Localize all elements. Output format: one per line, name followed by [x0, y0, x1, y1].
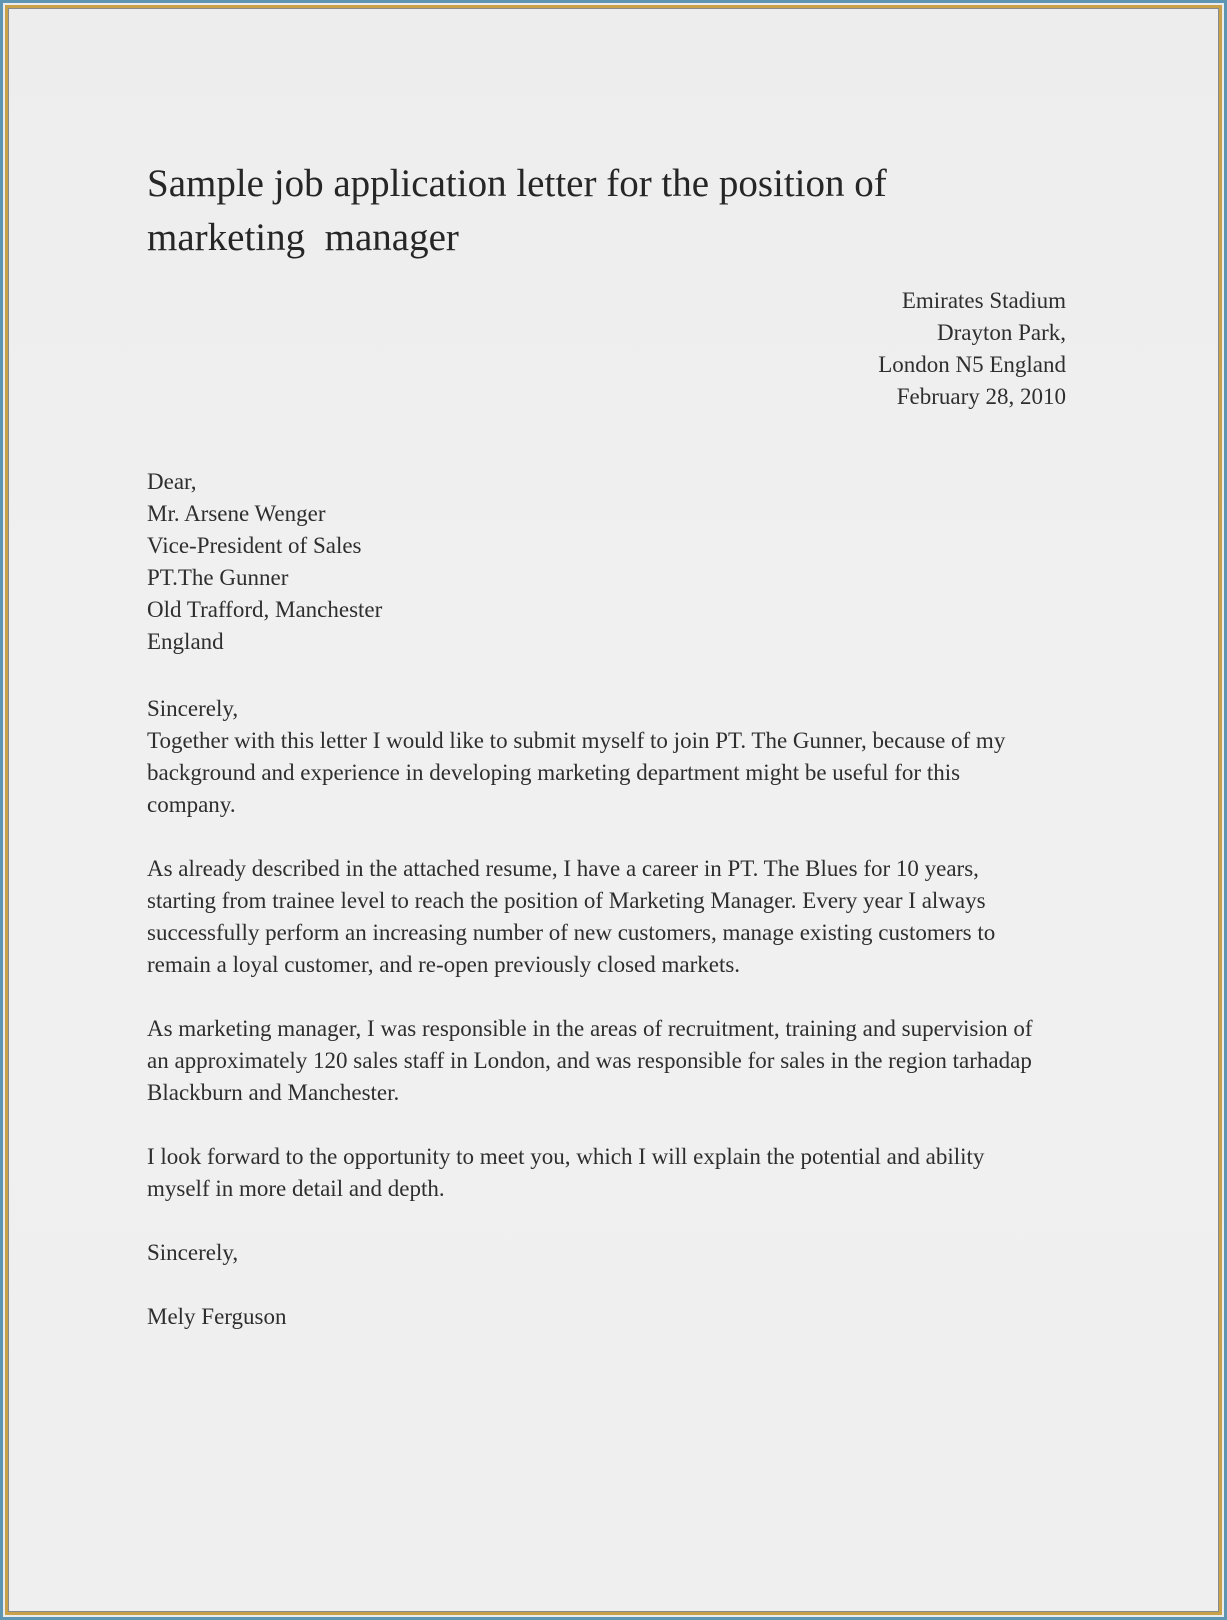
greeting: Dear, — [147, 469, 197, 494]
paragraph-line: Together with this letter I would like to submit myself to join PT. The Gunner, because of my — [147, 728, 1006, 753]
sender-address — [878, 285, 1066, 413]
paragraph-line: I look forward to the opportunity to meet you, which I will explain the potential and ability — [147, 1144, 985, 1169]
sender-address-line-2: Drayton Park, — [936, 320, 1066, 345]
paragraph-line: remain a loyal customer, and re-open previously closed markets. — [147, 952, 741, 977]
letter-title — [147, 157, 1047, 265]
paragraph-line: successfully perform an increasing number of new customers, manage existing customers to — [147, 920, 996, 945]
paragraph-2 — [147, 853, 1067, 981]
paragraph-4 — [147, 1141, 1067, 1205]
sender-address-line-1: Emirates Stadium — [901, 288, 1066, 313]
paragraph-line: As marketing manager, I was responsible in the areas of recruitment, training and supervision of — [147, 1016, 1033, 1041]
paragraph-line: myself in more detail and depth. — [147, 1176, 445, 1201]
opening-salutation: Sincerely, — [147, 696, 239, 721]
signature-name: Mely Ferguson — [147, 1304, 287, 1329]
recipient-block — [147, 466, 382, 658]
letter-body — [147, 693, 1067, 1333]
closing-salutation: Sincerely, — [147, 1240, 239, 1265]
paragraph-line: As already described in the attached resume, I have a career in PT. The Blues for 10 years, — [147, 856, 979, 881]
paragraph-1 — [147, 725, 1067, 821]
recipient-company: PT.The Gunner — [147, 565, 289, 590]
recipient-name: Mr. Arsene Wenger — [147, 501, 326, 526]
paragraph-line: an approximately 120 sales staff in London, and was responsible for sales in the region tarhadap — [147, 1048, 1032, 1073]
title-line-1: Sample job application letter for the position of — [147, 162, 887, 205]
paragraph-3 — [147, 1013, 1067, 1109]
title-line-2: marketing manager — [147, 216, 459, 259]
letter-page — [8, 8, 1219, 1612]
paragraph-line: starting from trainee level to reach the position of Marketing Manager. Every year I always — [147, 888, 986, 913]
recipient-position: Vice-President of Sales — [147, 533, 362, 558]
paragraph-line: background and experience in developing marketing department might be useful for this — [147, 760, 961, 785]
letter-date: February 28, 2010 — [896, 384, 1066, 409]
recipient-country: England — [147, 629, 224, 654]
paragraph-line: Blackburn and Manchester. — [147, 1080, 400, 1105]
paragraph-line: company. — [147, 792, 236, 817]
recipient-address: Old Trafford, Manchester — [147, 597, 383, 622]
sender-address-line-3: London N5 England — [878, 352, 1066, 377]
